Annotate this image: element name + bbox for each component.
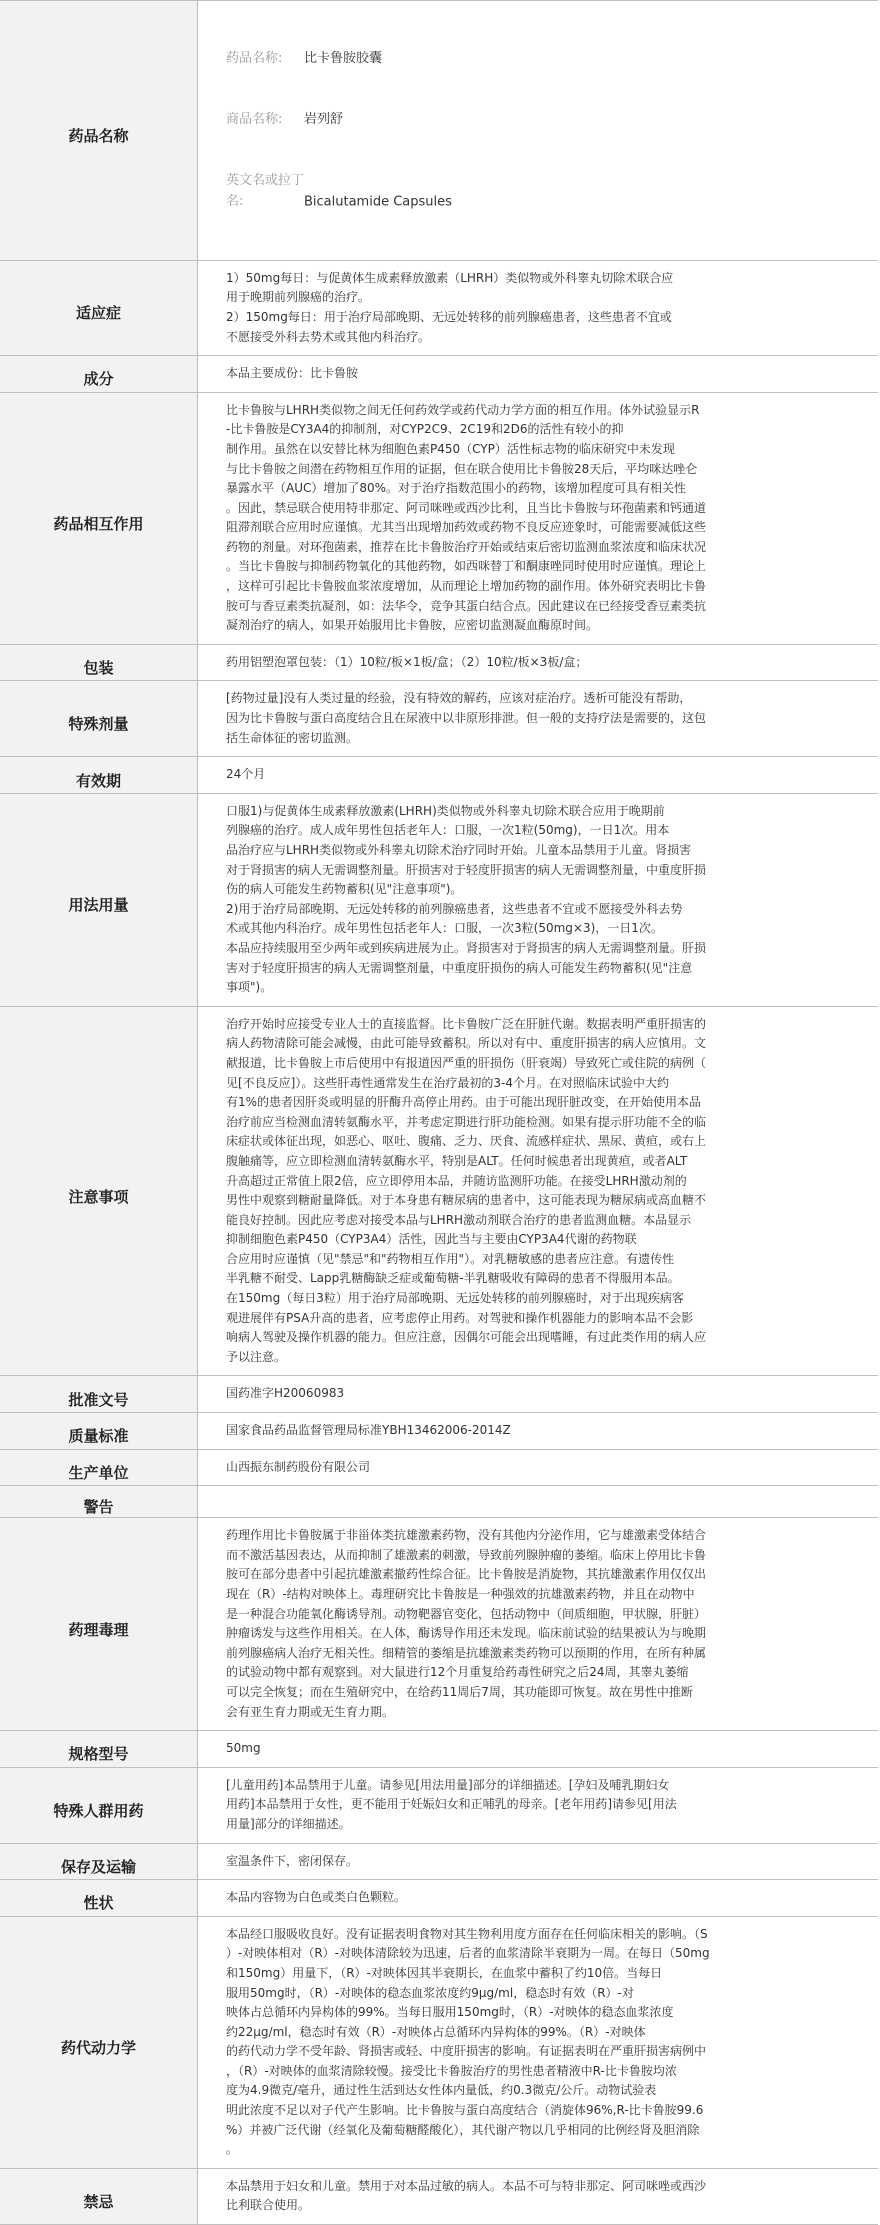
row-label: 用法用量 xyxy=(0,794,198,1006)
row-pharmacology xyxy=(0,1518,878,1731)
row-dosage xyxy=(0,794,878,1007)
row-ingredients xyxy=(0,356,878,393)
english-name-line xyxy=(226,170,866,213)
generic-name-line xyxy=(226,48,866,70)
special-populations-text: [儿童用药]本品禁用于儿童。请参见[用法用量]部分的详细描述。[孕妇及哺乳期妇女 用药]本品禁用于女性，更不能用于妊娠妇女和正哺乳的母亲。[老年用药]请参见[用法 用量]部分的详细描述。 xyxy=(226,1777,677,1831)
manufacturer-text: 山西振东制药股份有限公司 xyxy=(226,1459,371,1474)
row-special-populations xyxy=(0,1768,878,1844)
row-label: 特殊剂量 xyxy=(0,681,198,756)
ingredients-text: 本品主要成份：比卡鲁胺 xyxy=(226,366,359,381)
trade-name-line xyxy=(226,109,866,131)
overdose-text: [药物过量]没有人类过量的经验，没有特效的解药，应该对症治疗。透析可能没有帮助， 因为比卡鲁胺与蛋白高度结合且在尿液中以非原形排泄。但一般的支持疗法是需要的，这包 括生命体征的密切监测。 xyxy=(226,691,707,745)
row-overdose xyxy=(0,681,878,757)
row-label: 适应症 xyxy=(0,261,198,355)
row-specification xyxy=(0,1731,878,1768)
row-precautions xyxy=(0,1007,878,1377)
row-label: 药代动力学 xyxy=(0,1917,198,2168)
row-label: 性状 xyxy=(0,1880,198,1916)
precautions-text: 治疗开始时应接受专业人士的直接监督。比卡鲁胺广泛在肝脏代谢。数据表明严重肝损害的 病人药物清除可能会减慢，由此可能导致蓄积。所以对有中、重度肝损害的病人应慎用。文 献报道，比卡鲁胺上市后使用中有报道因严重的肝损伤（肝衰竭）导致死亡或住院的病例（ 见[不良反应]）。这些肝毒性通常发生在治疗最初的3-4个月。在对照临床试验中大约 有1%的患者因肝炎或明显的肝酶升高停止用药。由于可能出现肝脏改变，在开始使用本品 治疗前应当检测血清转氨酶水平，并考虑定期进行肝功能检测。如果有提示肝功能不全的临 床症状或体征出现，如恶心、呕吐、腹痛、乏力、厌食、流感样症状、黑尿、黄疸，或右上 腹触痛等，应立即检测血清转氨酶水平，特别是ALT。任何时候患者出现黄疸，或者ALT 升高超过正常值上限2倍，应立即停用本品，并随访监测肝功能。在接受LHRH激动剂的 男性中观察到糖耐量降低。对于本身患有糖尿病的患者中，这可能表现为糖尿病或高血糖不 能良好控制。因此应考虑对接受本品与LHRH激动剂联合治疗的患者监测血糖。本品显示 抑制细胞色素P450（CYP3A4）活性，因此当与主要由CYP3A4代谢的药物联 合应用时应谨慎（见"禁忌"和"药物相互作用"）。对乳糖敏感的患者应注意。有遗传性 半乳糖不耐受、Lapp乳糖酶缺乏症或葡萄糖-半乳糖吸收有障碍的患者不得服用本品。 在150mg（每日3粒）用于治疗局部晚期、无远处转移的前列腺癌时，对于出现疾病客 观进展伴有PSA升高的患者，应考虑停止用药。对驾驶和操作机器能力的影响本品不会影 响病人驾驶及操作机器的能力。但应注意，因偶尔可能会出现嗜睡，有过此类作用的病人应 予以注意。 xyxy=(226,1016,707,1364)
row-drug-names xyxy=(0,1,878,261)
contraindications-text: 本品禁用于妇女和儿童。禁用于对本品过敏的病人。本品不可与特非那定、阿司咪唑或西沙 比利联合使用。 xyxy=(226,2178,707,2213)
row-label: 成分 xyxy=(0,356,198,392)
trade-name-key: 商品名称: xyxy=(226,111,283,127)
row-label: 保存及运输 xyxy=(0,1844,198,1880)
row-standard xyxy=(0,1413,878,1450)
row-label: 质量标准 xyxy=(0,1413,198,1449)
row-manufacturer xyxy=(0,1450,878,1487)
pharmacology-text: 药理作用比卡鲁胺属于非甾体类抗雄激素药物，没有其他内分泌作用，它与雄激素受体结合 而不激活基因表达，从而抑制了雄激素的刺激，导致前列腺肿瘤的萎缩。临床上停用比卡鲁 胺可在部分患者中引起抗雄激素撤药性综合征。比卡鲁胺是消旋物，其抗雄激素作用仅仅出 现在（R）-结构对映体上。毒理研究比卡鲁胺是一种强效的抗雄激素药物，并且在动物中 是一种混合功能氧化酶诱导剂。动物靶器官变化，包括动物中（间质细胞，甲状腺，肝脏） 肿瘤诱发与这些作用相关。在人体，酶诱导作用还未发现。临床前试验的结果被认为与晚期 前列腺癌病人治疗无相关性。细精管的萎缩是抗雄激素类药物可以预期的作用，在所有种属 的试验动物中都有观察到。对大鼠进行12个月重复给药毒性研究之后24周，其睾丸萎缩 可以完全恢复；而在生殖研究中，在给药11周后7周，其功能即可恢复。故在男性中推断 会有亚生育力期或无生育力期。 xyxy=(226,1528,707,1719)
row-label: 生产单位 xyxy=(0,1450,198,1486)
row-interactions xyxy=(0,393,878,645)
row-label: 禁忌 xyxy=(0,2169,198,2224)
row-label: 规格型号 xyxy=(0,1731,198,1767)
standard-text: 国家食品药品监督管理局标准YBH13462006-2014Z xyxy=(226,1423,511,1438)
row-label: 特殊人群用药 xyxy=(0,1768,198,1843)
row-label: 有效期 xyxy=(0,757,198,793)
row-validity xyxy=(0,757,878,794)
row-label: 包装 xyxy=(0,645,198,681)
row-storage xyxy=(0,1844,878,1881)
dosage-text: 口服1)与促黄体生成素释放激素(LHRH)类似物或外科睾丸切除术联合应用于晚期前 列腺癌的治疗。成人成年男性包括老年人：口服，一次1粒(50mg)，一日1次。用本 品治疗应与LHRH类似物或外科睾丸切除术治疗同时开始。儿童本品禁用于儿童。肾损害 对于肾损害的病人无需调整剂量。肝损害对于轻度肝损害的病人无需调整剂量，中重度肝损 伤的病人可能发生药物蓄积(见"注意事项")。 2)用于治疗局部晚期、无远处转移的前列腺癌患者，这些患者不宜或不愿接受外科去势 术或其他内科治疗。成年男性包括老年人：口服，一次3粒(50mg×3)，一日1次。 本品应持续服用至少两年或到疾病进展为止。肾损害对于肾损害的病人无需调整剂量。肝损 害对于轻度肝损害的病人无需调整剂量，中重度肝损伤的病人可能发生药物蓄积(见"注意 事项")。 xyxy=(226,803,707,995)
drug-names xyxy=(198,1,878,260)
row-indications xyxy=(0,261,878,356)
row-label: 药品相互作用 xyxy=(0,393,198,644)
row-label: 警告 xyxy=(0,1486,198,1517)
storage-text: 室温条件下，密闭保存。 xyxy=(226,1853,359,1868)
row-label: 药品名称 xyxy=(0,1,198,260)
interactions-text: 比卡鲁胺与LHRH类似物之间无任何药效学或药代动力学方面的相互作用。体外试验显示R -比卡鲁胺是CY3A4的抑制剂，对CYP2C9、2C19和2D6的活性有较小的抑 制作用。虽然在以安替比林为细胞色素P450（CYP）活性标志物的临床研究中未发现 与比卡鲁胺之间潜在药物相互作用的证据，但在联合使用比卡鲁胺28天后，平均咪达唑仑 暴露水平（AUC）增加了80%。对于治疗指数范围小的药物，该增加程度可具有相关性 。因此，禁忌联合使用特非那定、阿司咪唑或西沙比利，且当比卡鲁胺与环孢菌素和钙通道 阻滞剂联合应用时应谨慎。尤其当出现增加药效或药物不良反应迹象时，可能需要减低这些 药物的剂量。对环孢菌素，推荐在比卡鲁胺治疗开始或结束后密切监测血浆浓度和临床状况 。当比卡鲁胺与抑制药物氧化的其他药物，如西咪替丁和酮康唑同时使用时应谨慎。理论上 ，这样可引起比卡鲁胺血浆浓度增加，从而理论上增加药物的副作用。体外研究表明比卡鲁 胺可与香豆素类抗凝剂，如：法华令，竞争其蛋白结合点。因此建议在已经接受香豆素类抗 凝剂治疗的病人，如果开始服用比卡鲁胺，应密切监测凝血酶原时间。 xyxy=(226,402,707,633)
indications-text: 1）50mg每日：与促黄体生成素释放激素（LHRH）类似物或外科睾丸切除术联合应 用于晚期前列腺癌的治疗。 2）150mg每日：用于治疗局部晚期、无远处转移的前列腺癌患者，这些患者不宜或 不愿接受外科去势术或其他内科治疗。 xyxy=(226,270,674,344)
warnings-text xyxy=(198,1486,878,1517)
row-pharmacokinetics xyxy=(0,1917,878,2169)
pharmacokinetics-text: 本品经口服吸收良好。没有证据表明食物对其生物利用度方面存在任何临床相关的影响。（S ）-对映体相对（R）-对映体清除较为迅速，后者的血浆清除半衰期为一周。在每日（50mg 和150mg）用量下，（R）-对映体因其半衰期长，在血浆中蓄积了约10倍。当每日 服用50mg时，（R）-对映体的稳态血浆浓度约9μg/ml，稳态时有效（R）-对 映体占总循环内异构体的99%。当每日服用150mg时，（R）-对映体的稳态血浆浓度 约22μg/ml，稳态时有效（R）-对映体占总循环内异构体的99%。（R）-对映体 的药代动力学不受年龄、肾损害或轻、中度肝损害的影响。有证据表明在严重肝损害病例中 ，（R）-对映体的血浆清除较慢。接受比卡鲁胺治疗的男性患者精液中R-比卡鲁胺均浓 度为4.9微克/毫升，通过性生活到达女性体内量低，约0.3微克/公斤。动物试验表 明此浓度不足以对子代产生影响。比卡鲁胺与蛋白高度结合（消旋体96%,R-比卡鲁胺99.6 %）并被广泛代谢（经氧化及葡萄糖醛酸化），其代谢产物以几乎相同的比例经肾及胆消除 。 xyxy=(226,1926,710,2157)
row-approval xyxy=(0,1376,878,1413)
generic-name-value: 比卡鲁胺胶囊 xyxy=(304,51,383,67)
row-label: 注意事项 xyxy=(0,1007,198,1376)
english-name-key: 英文名或拉丁名: xyxy=(226,172,305,210)
validity-text: 24个月 xyxy=(226,767,266,782)
generic-name-key: 药品名称: xyxy=(226,51,283,67)
description-text: 本品内容物为白色或类白色颗粒。 xyxy=(226,1890,407,1905)
english-name-value: Bicalutamide Capsules xyxy=(304,194,452,210)
package-text: 药用铝塑泡罩包装：（1）10粒/板×1板/盒；（2）10粒/板×3板/盒； xyxy=(226,654,588,669)
row-label: 药理毒理 xyxy=(0,1518,198,1730)
row-description xyxy=(0,1880,878,1917)
approval-text: 国药准字H20060983 xyxy=(226,1386,345,1401)
specification-text: 50mg xyxy=(226,1741,261,1756)
row-package xyxy=(0,645,878,682)
row-warnings xyxy=(0,1486,878,1518)
trade-name-value: 岩列舒 xyxy=(304,111,344,127)
row-contraindications xyxy=(0,2169,878,2225)
row-label: 批准文号 xyxy=(0,1376,198,1412)
